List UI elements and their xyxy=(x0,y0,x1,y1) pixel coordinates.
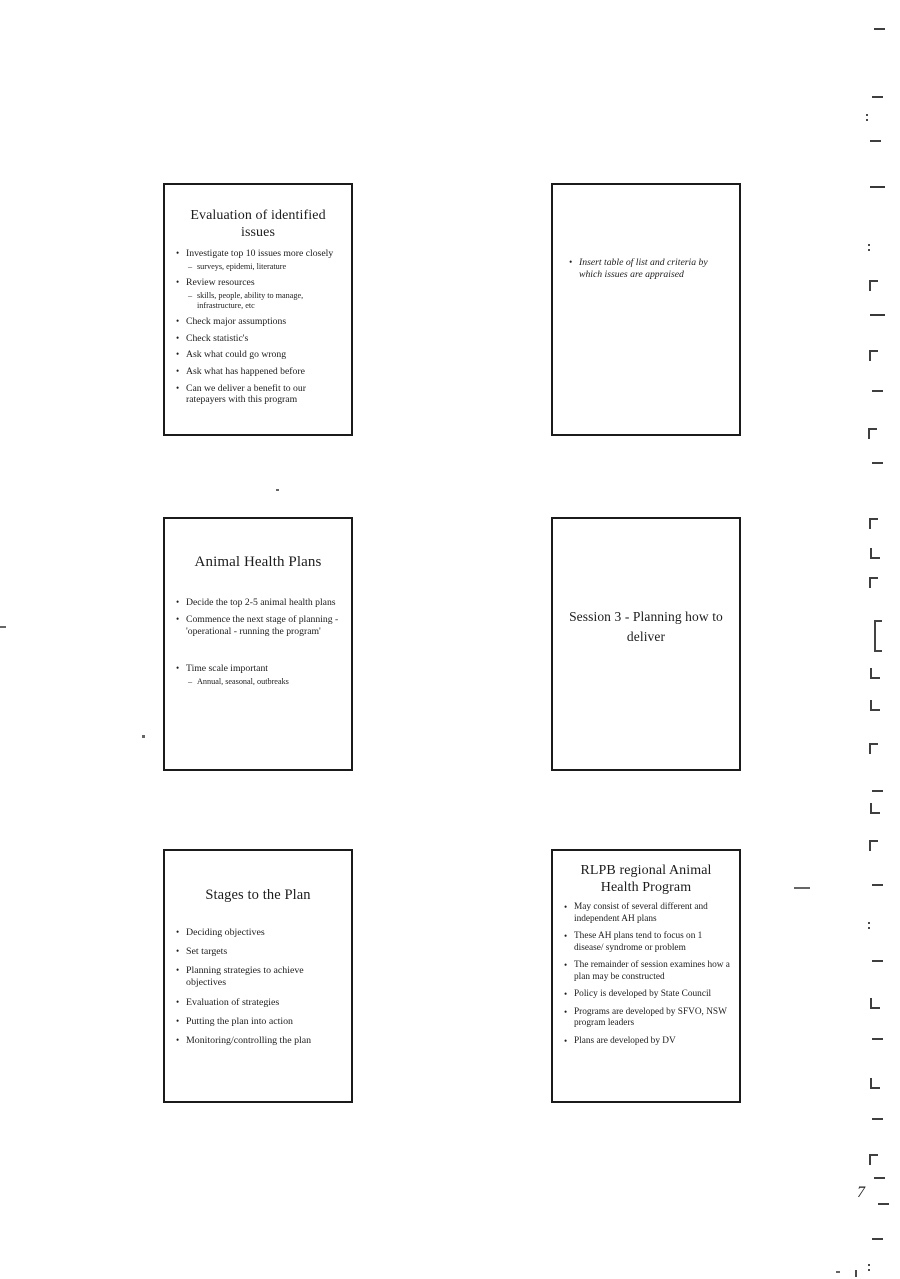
bullet-marker-icon: • xyxy=(176,597,180,608)
slide-bullets xyxy=(553,902,739,1047)
bullet-item xyxy=(176,927,344,939)
bullet-text: Time scale important xyxy=(186,663,268,675)
slide-evaluation-of-identified-issues xyxy=(163,183,353,436)
bullet-marker-icon: • xyxy=(176,965,180,976)
slide-insert-table-note xyxy=(551,183,741,436)
bullet-item xyxy=(176,614,344,637)
slide-title: Animal Health Plans xyxy=(194,554,322,570)
bullet-text: Decide the top 2-5 animal health plans xyxy=(186,597,336,609)
bullet-marker-icon: • xyxy=(564,902,568,913)
bullet-item xyxy=(564,931,732,954)
bullet-text: Planning strategies to achieve objectives xyxy=(186,965,304,989)
bullet-marker-icon: • xyxy=(176,1016,180,1027)
binding-mark xyxy=(874,1177,885,1179)
bullet-marker-icon: • xyxy=(564,931,568,942)
binding-mark xyxy=(872,960,883,962)
bullet-marker-icon: • xyxy=(564,960,568,971)
slide-stages-to-the-plan xyxy=(163,849,353,1103)
bullet-marker-icon: • xyxy=(569,257,573,267)
bullet-item xyxy=(176,349,344,361)
bullet-item xyxy=(176,248,344,260)
binding-mark xyxy=(872,1118,883,1120)
bullet-item xyxy=(176,277,344,289)
bullet-marker-icon: – xyxy=(188,676,193,686)
bullet-item xyxy=(564,1007,732,1030)
bullet-text: Policy is developed by State Council xyxy=(574,989,712,1000)
bullet-text: Putting the plan into action xyxy=(186,1016,293,1028)
binding-mark xyxy=(868,428,877,439)
bullet-marker-icon: • xyxy=(176,366,180,377)
bullet-text: Plans are developed by DV xyxy=(574,1035,676,1046)
bullet-item xyxy=(188,677,344,687)
binding-mark xyxy=(869,1154,878,1165)
binding-mark xyxy=(872,1038,883,1040)
slide-bullets xyxy=(553,257,739,280)
bullet-item xyxy=(188,262,344,272)
binding-mark xyxy=(874,620,882,652)
bullet-marker-icon: • xyxy=(176,663,180,674)
scan-speck xyxy=(836,1271,840,1273)
binding-mark xyxy=(870,314,885,316)
slide-animal-health-plans xyxy=(163,517,353,771)
bullet-marker-icon: • xyxy=(176,332,180,343)
bullet-text: Check statistic's xyxy=(186,332,249,344)
binding-mark xyxy=(869,518,878,529)
binding-mark xyxy=(869,743,878,754)
slide-title: RLPB regional Animal Health Program xyxy=(580,863,712,895)
bullet-item xyxy=(176,1035,344,1047)
scan-speck xyxy=(142,735,145,738)
binding-mark xyxy=(869,840,878,851)
bullet-item xyxy=(188,291,344,312)
slide-title: Evaluation of identified issues xyxy=(190,208,326,241)
binding-mark xyxy=(868,922,870,924)
bullet-marker-icon: • xyxy=(564,989,568,1000)
bullet-text: Monitoring/controlling the plan xyxy=(186,1035,312,1047)
bullet-marker-icon: • xyxy=(176,613,180,624)
binding-mark xyxy=(870,803,880,814)
binding-mark xyxy=(868,244,870,246)
scan-speck xyxy=(794,887,810,889)
binding-mark xyxy=(868,1264,870,1266)
bullet-item xyxy=(564,1036,732,1048)
bullet-text: Set targets xyxy=(186,946,228,958)
binding-mark xyxy=(870,668,880,679)
bullet-marker-icon: • xyxy=(176,1035,180,1046)
bullet-text: Insert table of list and criteria by which issues are appraised xyxy=(579,257,708,280)
bullet-item xyxy=(564,989,732,1001)
bullet-text: Can we deliver a benefit to our ratepayers with this program xyxy=(186,382,306,406)
binding-mark xyxy=(866,114,868,116)
bullet-text: Commence the next stage of planning - 'operational - running the program' xyxy=(186,613,339,637)
bullet-text: Deciding objectives xyxy=(186,926,265,938)
binding-mark xyxy=(872,1238,883,1240)
bullet-marker-icon: – xyxy=(188,290,193,300)
bullet-text: Evaluation of strategies xyxy=(186,996,280,1008)
bullet-item xyxy=(176,965,344,989)
scan-speck xyxy=(0,626,6,628)
bullet-item xyxy=(564,902,732,925)
bullet-marker-icon: • xyxy=(176,277,180,288)
bullet-text: skills, people, ability to manage, infrastructure, etc xyxy=(197,290,304,310)
bullet-text: Check major assumptions xyxy=(186,316,287,328)
binding-mark xyxy=(869,350,878,361)
bullet-marker-icon: • xyxy=(176,996,180,1007)
binding-mark xyxy=(872,884,883,886)
binding-mark xyxy=(872,390,883,392)
binding-mark xyxy=(872,462,883,464)
bullet-item xyxy=(176,997,344,1009)
binding-mark xyxy=(870,140,881,142)
bullet-marker-icon: • xyxy=(176,248,180,259)
bullet-item xyxy=(176,597,344,609)
slide-bullets xyxy=(165,927,351,1048)
bullet-item xyxy=(176,333,344,345)
binding-mark xyxy=(870,1078,880,1089)
bullet-text: Ask what could go wrong xyxy=(186,349,287,361)
binding-mark xyxy=(870,998,880,1009)
slide-bullets xyxy=(165,248,351,406)
binding-mark xyxy=(872,790,883,792)
slide-title: Stages to the Plan xyxy=(205,887,311,903)
bullet-text: Investigate top 10 issues more closely xyxy=(186,248,334,260)
slide-session-3-planning xyxy=(551,517,741,771)
slide-title: Session 3 - Planning how to deliver xyxy=(569,609,723,644)
bullet-item xyxy=(176,1016,344,1028)
binding-mark xyxy=(870,700,880,711)
binding-mark xyxy=(878,1203,889,1205)
bullet-item xyxy=(569,257,727,280)
binding-mark xyxy=(874,28,885,30)
bullet-text: Review resources xyxy=(186,277,255,289)
bullet-text: The remainder of session examines how a plan may be constructed xyxy=(574,960,730,982)
bullet-marker-icon: • xyxy=(176,316,180,327)
bullet-item xyxy=(176,366,344,378)
page-number: 7 xyxy=(857,1184,865,1201)
bullet-marker-icon: • xyxy=(176,349,180,360)
binding-mark xyxy=(855,1270,857,1277)
bullet-item xyxy=(176,383,344,406)
binding-mark xyxy=(872,96,883,98)
binding-mark xyxy=(869,280,878,291)
bullet-marker-icon: • xyxy=(176,946,180,957)
bullet-text: surveys, epidemi, literature xyxy=(197,261,287,271)
bullet-text: Ask what has happened before xyxy=(186,366,305,378)
slide-rlpb-regional-ah-program xyxy=(551,849,741,1103)
bullet-item xyxy=(564,960,732,983)
scan-speck xyxy=(276,489,279,491)
bullet-marker-icon: – xyxy=(188,261,193,271)
slide-bullets xyxy=(165,597,351,687)
bullet-item xyxy=(176,316,344,328)
bullet-text: These AH plans tend to focus on 1 disease/ syndrome or problem xyxy=(574,931,703,953)
bullet-text: Programs are developed by SFVO, NSW program leaders xyxy=(574,1006,727,1029)
bullet-item xyxy=(176,946,344,958)
binding-mark xyxy=(870,186,885,188)
bullet-text: Annual, seasonal, outbreaks xyxy=(197,676,289,686)
binding-mark xyxy=(870,548,880,559)
bullet-text: May consist of several different and independent AH plans xyxy=(574,902,708,924)
bullet-item xyxy=(176,663,344,675)
bullet-marker-icon: • xyxy=(564,1035,568,1046)
bullet-marker-icon: • xyxy=(176,926,180,937)
bullet-marker-icon: • xyxy=(564,1006,568,1017)
binding-mark xyxy=(869,577,878,588)
bullet-marker-icon: • xyxy=(176,382,180,393)
